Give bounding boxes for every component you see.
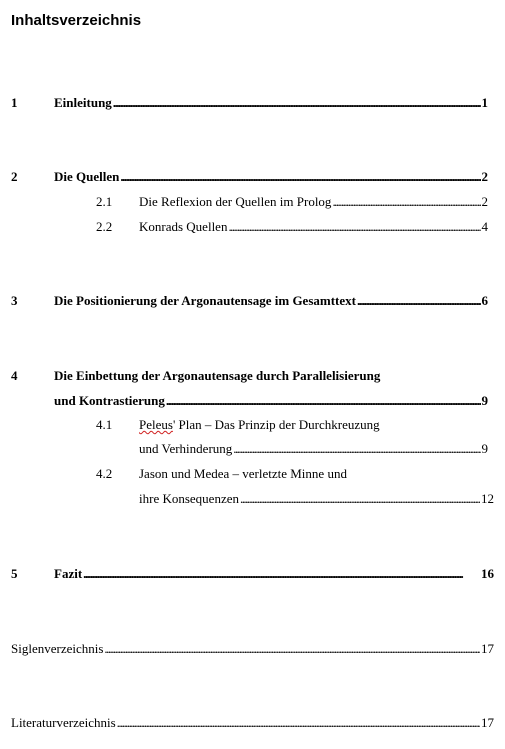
page-number: 1 <box>481 95 488 110</box>
section-title-line2: ihre Konsequenzen <box>139 491 239 506</box>
section-title-line1: Jason und Medea – verletzte Minne und <box>139 466 347 481</box>
toc-entry-einleitung[interactable] <box>0 94 505 111</box>
page-number: 16 <box>481 566 494 581</box>
entry-title: Literaturverzeichnis <box>11 715 116 730</box>
toc-entry-konrads-quellen[interactable] <box>0 218 505 235</box>
spellcheck-word: Peleus <box>139 417 173 432</box>
section-title: Die Reflexion der Quellen im Prolog <box>139 194 332 209</box>
leader-dots <box>332 193 480 210</box>
page-number: 9 <box>481 441 488 456</box>
leader-dots <box>83 565 480 582</box>
leader-dots <box>117 714 480 731</box>
page-number: 2 <box>481 194 488 209</box>
toc-entry-jason-line2[interactable] <box>0 490 505 507</box>
section-number: 2.1 <box>96 194 113 209</box>
page-number: 12 <box>481 491 494 506</box>
chapter-number: 5 <box>11 566 18 581</box>
toc-entry-positionierung[interactable] <box>0 292 505 309</box>
toc-entry-reflexion[interactable] <box>0 193 505 210</box>
chapter-title: Fazit <box>54 566 83 581</box>
page-number: 17 <box>481 715 494 730</box>
page-number: 9 <box>481 393 488 408</box>
chapter-number: 2 <box>11 169 18 184</box>
toc-entry-quellen[interactable] <box>0 168 505 185</box>
section-number: 4.2 <box>96 466 113 481</box>
section-number: 2.2 <box>96 219 113 234</box>
section-title-rest: ' Plan – Das Prinzip der Durchkreuzung <box>172 417 380 432</box>
toc-entry-jason-line1[interactable] <box>0 465 505 482</box>
page-number: 4 <box>481 219 488 234</box>
section-title-line1 <box>139 416 380 433</box>
toc-heading: Inhaltsverzeichnis <box>11 12 142 29</box>
leader-dots <box>357 292 481 309</box>
chapter-title: Einleitung <box>54 95 112 110</box>
chapter-number: 3 <box>11 293 18 308</box>
toc-entry-peleus-line1[interactable] <box>0 416 505 433</box>
page-number: 2 <box>481 169 488 184</box>
toc-entry-literaturverzeichnis[interactable] <box>0 714 505 731</box>
section-title-line2: und Verhinderung <box>139 441 233 456</box>
chapter-title-line1: Die Einbettung der Argonautensage durch Parallelisierung <box>54 368 381 383</box>
toc-entry-peleus-line2[interactable] <box>0 440 505 457</box>
page-number: 6 <box>481 293 488 308</box>
leader-dots <box>228 218 480 235</box>
section-title: Konrads Quellen <box>139 219 228 234</box>
leader-dots <box>120 168 480 185</box>
leader-dots <box>104 640 480 657</box>
leader-dots <box>113 94 481 111</box>
page-number: 17 <box>481 641 494 656</box>
leader-dots <box>240 490 480 507</box>
chapter-title-line2: und Kontrastierung <box>54 393 165 408</box>
chapter-title: Die Positionierung der Argonautensage im Gesamttext <box>54 293 356 308</box>
toc-entry-einbettung-line2[interactable] <box>0 392 505 409</box>
chapter-number: 1 <box>11 95 18 110</box>
section-number: 4.1 <box>96 417 113 432</box>
toc-entry-fazit[interactable] <box>0 565 505 582</box>
toc-entry-siglenverzeichnis[interactable] <box>0 640 505 657</box>
leader-dots <box>166 392 481 409</box>
chapter-title: Die Quellen <box>54 169 120 184</box>
leader-dots <box>233 440 480 457</box>
entry-title: Siglenverzeichnis <box>11 641 104 656</box>
chapter-number: 4 <box>11 368 18 383</box>
toc-entry-einbettung-line1[interactable] <box>0 367 505 384</box>
